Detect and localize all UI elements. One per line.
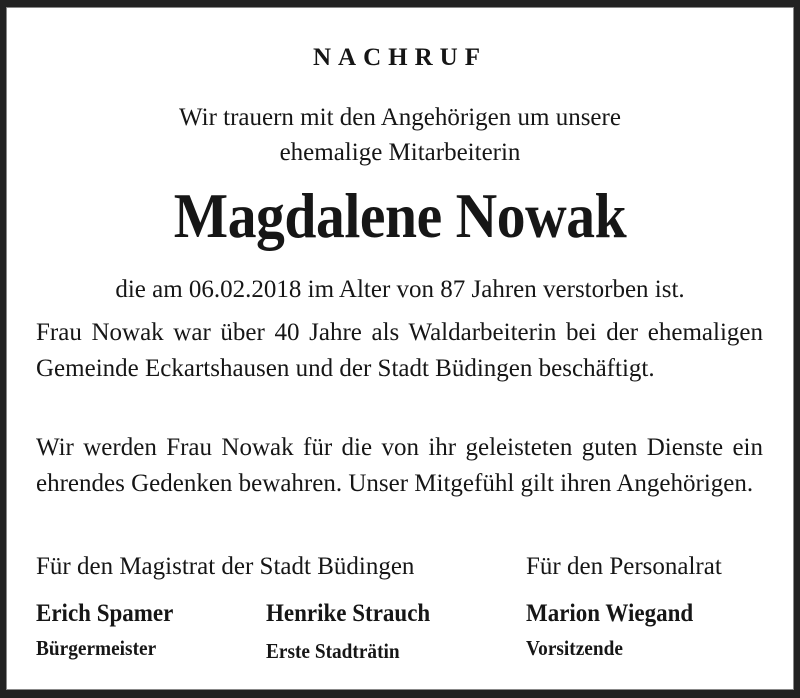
signature-group-right: Für den Personalrat [526,553,722,580]
death-line: die am 06.02.2018 im Alter von 87 Jahren verstorben ist. [115,276,685,303]
intro-line-1: Wir trauern mit den Angehörigen um unsere [179,104,621,131]
signer-name: Marion Wiegand [526,600,694,627]
signer-name: Erich Spamer [36,600,174,627]
signer-name: Henrike Strauch [266,600,431,627]
signer-role: Bürgermeister [36,636,157,660]
deceased-name: Magdalene Nowak [173,180,627,251]
signer-role: Vorsitzende [526,636,623,660]
intro-line-2: ehemalige Mitarbeiterin [279,139,521,166]
paragraph-1: Frau Nowak war über 40 Jahre als Waldarbeiterin bei der ehemaligen Gemeinde Eckartshausen und der Stadt Büdingen beschäftigt. [36,319,763,382]
signature-group-left: Für den Magistrat der Stadt Büdingen [36,553,415,580]
signer-role: Erste Stadträtin [266,639,400,663]
heading: NACHRUF [313,44,487,71]
paragraph-2: Wir werden Frau Nowak für die von ihr geleisteten guten Dienste ein ehrendes Gedenken bewahren. Unser Mitgefühl gilt ihren Angehörigen. [36,434,763,497]
obituary-notice [6,7,794,690]
